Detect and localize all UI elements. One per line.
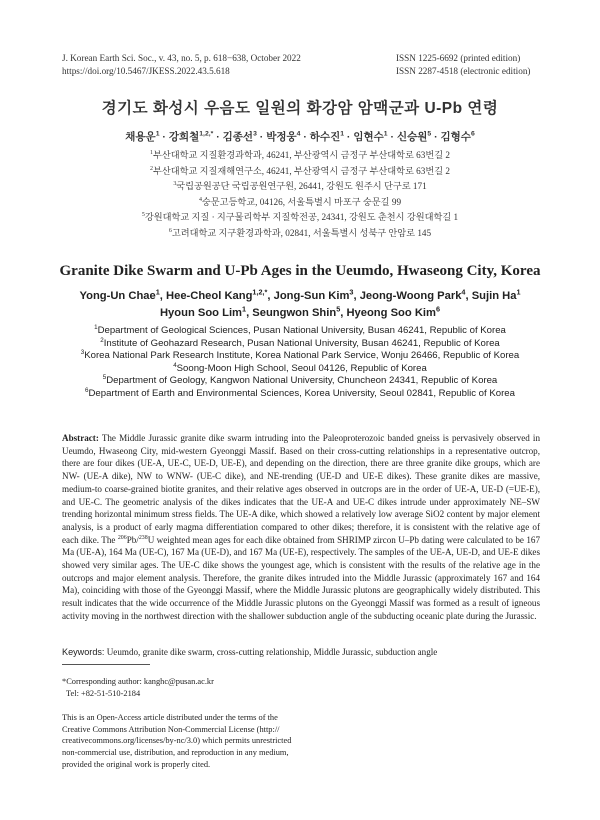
author-name-3	[223, 131, 257, 143]
affiliation-sup: 3	[80, 349, 85, 356]
english-authors-line-1	[40, 288, 560, 305]
author-name-text: 채용운	[125, 131, 156, 143]
author-separator: ·	[213, 131, 223, 143]
author-name-text: 하수진	[309, 131, 341, 143]
open-access-line-5: provided the original work is properly cited.	[62, 759, 211, 769]
footnote-divider	[62, 664, 150, 665]
affiliation-sup: 6	[85, 386, 89, 394]
author-separator: ,	[159, 290, 167, 302]
isotope-sup-206: 206	[117, 534, 127, 541]
affiliation-sup: 1	[94, 323, 98, 331]
author-name-2	[252, 304, 341, 319]
english-affiliations	[0, 325, 600, 401]
author-affiliation-sup: 6	[470, 130, 475, 138]
author-separator: ,	[246, 307, 253, 319]
author-separator: ·	[159, 131, 169, 143]
affiliation-text: Department of Geology, Kangwon National University, Chuncheon 24341, Republic of Korea	[106, 375, 498, 387]
affiliation-sup: 2	[149, 165, 153, 172]
author-name-text: Yong-Un Chae	[79, 290, 156, 302]
affiliation-text: 숭문고등학교, 04126, 서울특별시 마포구 숭문길 99	[201, 196, 402, 207]
author-separator: ,	[340, 307, 347, 319]
keywords-label: Keywords:	[62, 647, 105, 657]
author-name-1	[159, 304, 247, 319]
affiliation-5	[0, 210, 600, 226]
author-separator: ,	[465, 290, 472, 302]
affiliation-text: 강원대학교 지질 · 지구물리학부 지질학전공, 24341, 강원도 춘천시 강원대학길 1	[144, 212, 459, 223]
affiliation-3	[0, 179, 600, 195]
affiliation-sup: 5	[102, 374, 107, 382]
author-affiliation-sup: 6	[435, 304, 441, 314]
author-separator: ,	[267, 290, 274, 302]
author-name-8	[441, 131, 475, 143]
affiliation-sup: 4	[173, 361, 177, 369]
affiliation-text: 국립공원공단 국립공원연구원, 26441, 강원도 원주시 단구로 171	[176, 181, 427, 192]
author-separator: ·	[431, 131, 441, 143]
author-name-text: Hyeong Soo Kim	[346, 307, 436, 319]
author-affiliation-sup: 1,2,*	[252, 287, 268, 297]
affiliation-4	[0, 195, 600, 211]
author-affiliation-sup: 5	[336, 304, 341, 314]
keywords	[62, 647, 540, 657]
author-name-text: 임현수	[353, 131, 384, 143]
affiliation-text: 고려대학교 지구환경과학과, 02841, 서울특별시 성북구 안암로 145	[171, 227, 432, 238]
abstract	[62, 432, 540, 623]
author-affiliation-sup: 4	[296, 130, 301, 138]
author-affiliation-sup: 1	[383, 130, 388, 138]
author-separator: ,	[353, 290, 360, 302]
author-affiliation-sup: 1	[340, 130, 345, 138]
affiliation-6	[0, 388, 600, 401]
author-affiliation-sup: 1,2,*	[199, 130, 214, 138]
open-access-line-1: This is an Open-Access article distributed under the terms of the	[62, 713, 278, 722]
author-separator: ·	[344, 131, 354, 143]
english-title: Granite Dike Swarm and U-Pb Ages in the Ueumdo, Hwaseong City, Korea	[59, 263, 541, 279]
journal-header	[62, 52, 301, 78]
author-affiliation-sup: 1	[155, 130, 160, 138]
isotope-sup-238: 238	[138, 534, 148, 541]
author-name-4	[359, 287, 466, 302]
affiliation-5	[0, 375, 600, 388]
doi-link[interactable]: https://doi.org/10.5467/JKESS.2022.43.5.618	[62, 66, 230, 76]
abstract-text-part2: U weighted mean ages for each dike obtained from SHRIMP zircon U–Pb dating were calculated to be 167 Ma (UE-A), 164 Ma (UE-C), 167 Ma (UE-D), and 167 Ma (UE-E), respectively. The samples of the UE-A, UE-D, and UE-E dikes showed very similar ages. The UE-C dike shows the youngest age, which is consistent with the results of the relative age in the outcrops and major element analysis. Therefore, the granite dikes intruded into the Middle Jurassic (approximately 167 and 164 Ma), coinciding with those of the Gyeonggi Massif, where the Middle Jurassic plutons are geographically widely distributed. This result indicates that the wide occurrence of the Middle Jurassic plutons on the Gyeonggi Massif was formed as a result of igneous activity moving in the northwest direction with the shallower subduction angle of the subducting oceanic plate during the Jurassic.	[62, 534, 540, 621]
author-separator: ·	[300, 131, 310, 143]
affiliation-sup: 6	[168, 227, 172, 234]
author-name-text: 김형수	[440, 131, 471, 143]
author-affiliation-sup: 4	[461, 287, 466, 297]
author-affiliation-sup: 1	[516, 287, 521, 297]
affiliation-text: 부산대학교 지질재해연구소, 46241, 부산광역시 금정구 부산대학로 63번길 2	[152, 165, 451, 176]
affiliation-sup: 3	[173, 181, 177, 188]
author-name-2	[169, 131, 213, 143]
affiliation-sup: 4	[198, 196, 202, 203]
author-name-1	[79, 287, 160, 302]
author-name-5	[310, 131, 344, 143]
open-access-line-2: Creative Commons Attribution Non-Commercial License (http://	[62, 724, 280, 734]
affiliation-6	[0, 226, 600, 242]
author-name-3	[346, 304, 441, 319]
journal-citation: J. Korean Earth Sci. Soc., v. 43, no. 5, p. 618−638, October 2022	[62, 53, 301, 63]
author-name-7	[397, 131, 431, 143]
issn-print: ISSN 1225-6692 (printed edition)	[396, 53, 521, 63]
author-name-2	[166, 287, 268, 302]
author-name-text: Hee-Cheol Kang	[166, 290, 253, 302]
author-affiliation-sup: 5	[427, 130, 432, 138]
author-name-text: Seungwon Shin	[252, 307, 337, 319]
author-name-6	[353, 131, 387, 143]
abstract-text-pb: Pb/	[126, 534, 139, 545]
abstract-text-part1: The Middle Jurassic granite dike swarm intruding into the Paleoproterozoic banded gneiss is pervasively observed in Ueumdo, Hwaseong City, mid-western Gyeonggi Massif. Based on their cross-cutting relationships in a representative outcrop, there are four dikes (UE-A, UE-C, UE-D, UE-E), and depending on the direction, there are three granite dike groups, which are NW- (UE-A dike), NW to WNW- (UE-C dike), and NE-trending (UE-D and UE-E dikes). These granite dikes are massive, medium-to coarse-grained biotite granites, and their relative ages observed in outcrops are in the order of UE-A, UE-D (=UE-E), and UE-C. The geometric analysis of the dikes indicates that the UE-A and UE-C dikes intrude under approximately NE–SW trending horizontal minimum stress fields. The UE-A dike, which showed a relatively low average SiO2 content by major element analysis, is a product of early magma differentiation compared to other dikes; therefore, it is consistent with the relative age of each dike. The	[62, 433, 540, 545]
abstract-label: Abstract:	[62, 433, 99, 443]
author-name-text: Jeong-Woong Park	[359, 290, 462, 302]
author-name-text: Jong-Sun Kim	[273, 290, 350, 302]
author-name-text: 강희철	[168, 131, 200, 143]
author-name-text: 박정웅	[266, 131, 297, 143]
author-name-text: 신승원	[396, 131, 428, 143]
corresponding-author-tel: Tel: +82-51-510-2184	[66, 688, 141, 698]
author-name-text: Hyoun Soo Lim	[159, 307, 243, 319]
affiliation-1	[0, 325, 600, 338]
correspondence-note	[62, 676, 214, 699]
author-affiliation-sup: 3	[253, 130, 257, 138]
english-author-list	[40, 288, 560, 322]
korean-author-list	[0, 129, 600, 144]
affiliation-text: Soong-Moon High School, Seoul 04126, Republic of Korea	[176, 362, 427, 374]
korean-title: 경기도 화성시 우음도 일원의 화강암 암맥군과 U-Pb 연령	[101, 100, 499, 117]
affiliation-text: Korea National Park Research Institute, Korea National Park Service, Wonju 26466, Republic of Korea	[84, 350, 520, 362]
affiliation-sup: 1	[149, 149, 153, 156]
corresponding-author-email[interactable]: *Corresponding author: kanghc@pusan.ac.kr	[62, 677, 214, 686]
author-affiliation-sup: 3	[349, 287, 354, 297]
english-authors-line-2	[40, 305, 560, 322]
affiliation-2	[0, 164, 600, 180]
issn-online: ISSN 2287-4518 (electronic edition)	[396, 66, 531, 76]
open-access-notice	[62, 712, 302, 771]
author-name-1	[125, 131, 159, 143]
author-name-4	[266, 131, 300, 143]
open-access-line-4: non-commercial use, distribution, and reproduction in any medium,	[62, 748, 289, 758]
keywords-text: Ueumdo, granite dike swarm, cross-cutting relationship, Middle Jurassic, subduction angle	[104, 647, 438, 657]
affiliation-2	[0, 338, 600, 351]
korean-affiliations	[0, 148, 600, 242]
affiliation-text: Institute of Geohazard Research, Pusan National University, Busan 46241, Republic of Korea	[103, 337, 500, 349]
author-name-3	[273, 287, 354, 302]
author-affiliation-sup: 1	[242, 304, 247, 314]
affiliation-3	[0, 350, 600, 363]
issn-header	[396, 52, 530, 78]
affiliation-text: Department of Geological Sciences, Pusan National University, Busan 46241, Republic of Korea	[97, 325, 506, 336]
affiliation-4	[0, 363, 600, 376]
affiliation-text: Department of Earth and Environmental Sciences, Korea University, Seoul 02841, Republic of Korea	[88, 387, 515, 399]
author-name-5	[471, 287, 521, 302]
author-name-text: Sujin Ha	[471, 290, 517, 302]
author-affiliation-sup: 1	[155, 287, 160, 297]
affiliation-sup: 2	[100, 336, 104, 344]
affiliation-sup: 5	[141, 212, 145, 219]
author-name-text: 김종선	[222, 131, 254, 143]
author-separator: ·	[387, 131, 397, 143]
affiliation-1	[0, 148, 600, 164]
author-separator: ·	[256, 131, 267, 143]
affiliation-text: 부산대학교 지질환경과학과, 46241, 부산광역시 금정구 부산대학로 63번길 2	[152, 150, 451, 160]
open-access-line-3: creativecommons.org/licenses/by-nc/3.0) which permits unrestricted	[62, 736, 292, 746]
